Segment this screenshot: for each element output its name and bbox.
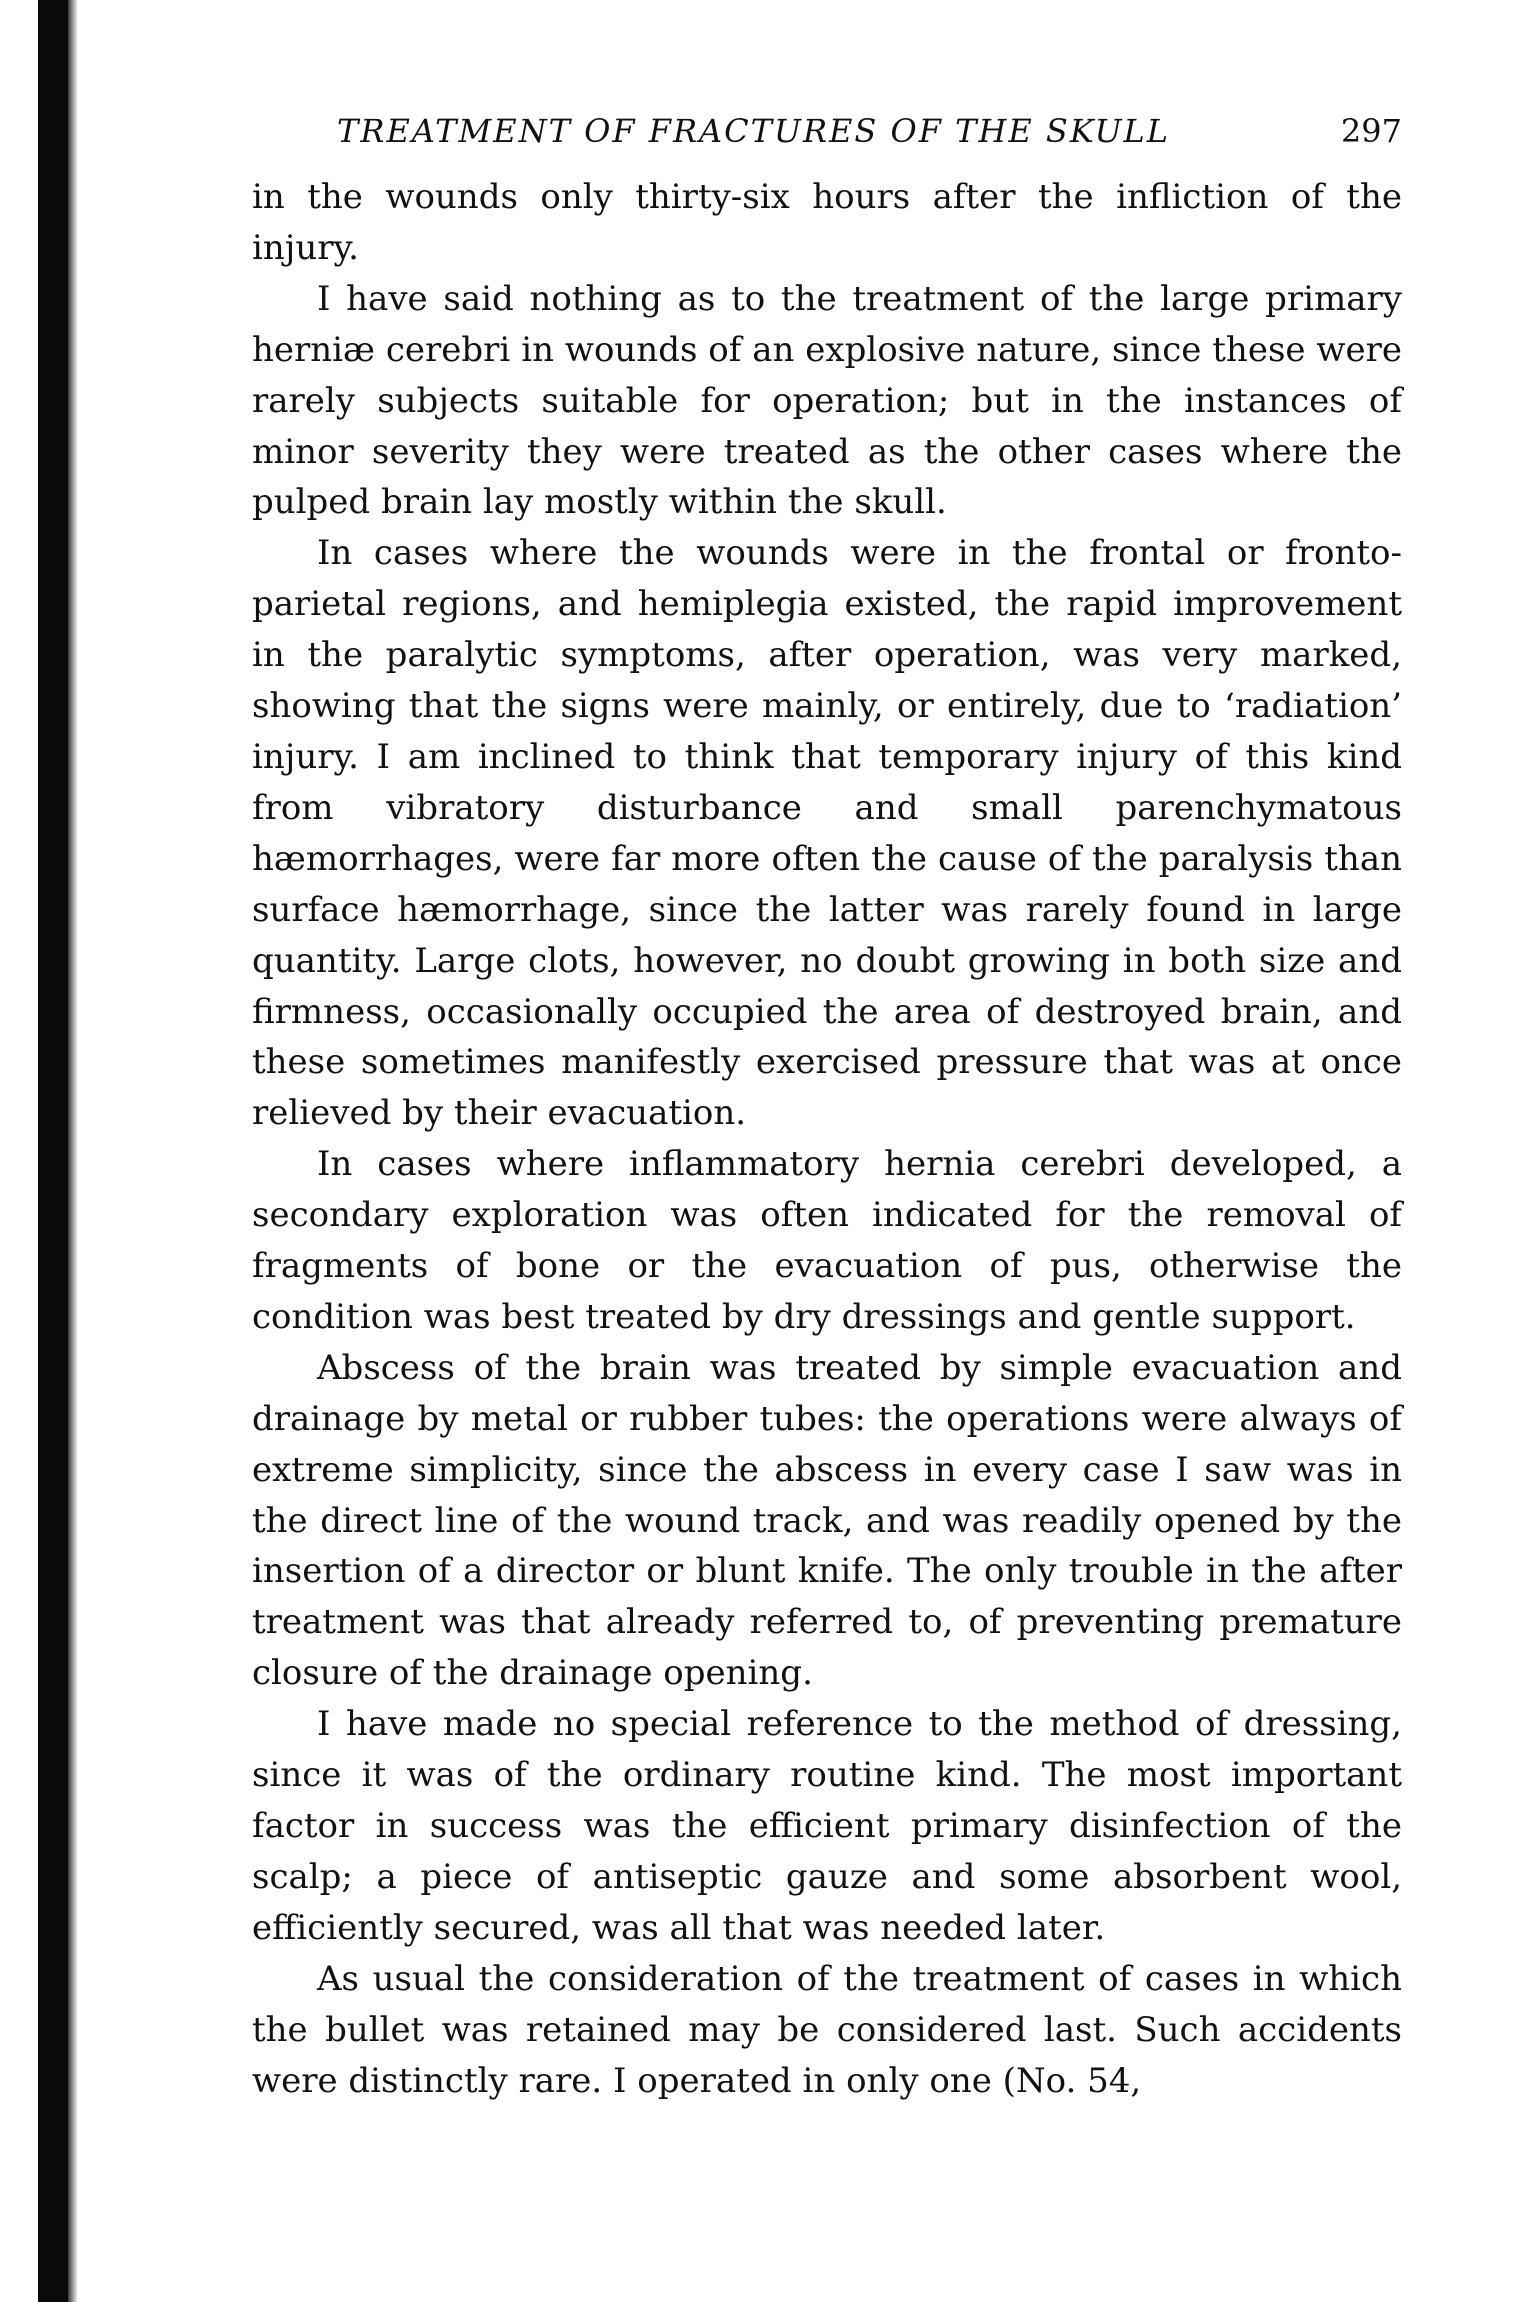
paragraph-1: in the wounds only thirty-six hours after the infliction of the injury. — [252, 177, 1402, 268]
paragraph-7: As usual the consideration of the treatment of cases in which the bullet was retained may be considered last. Such accidents were distinctly rare. I operated in only one (No. 54, — [252, 1958, 1402, 2101]
body-text — [252, 172, 1402, 2106]
running-head-title: TREATMENT OF FRACTURES OF THE SKULL — [337, 112, 1171, 150]
book-page — [252, 112, 1402, 2106]
paragraph-6: I have made no special reference to the method of dressing, since it was of the ordinary routine kind. The most important factor in success was the efficient primary disinfection of the scalp; a piece of antiseptic gauze and some absorbent wool, efficiently secured, was all that was needed later. — [252, 1704, 1402, 1948]
page-number: 297 — [1340, 112, 1402, 150]
running-head — [252, 112, 1402, 164]
scan-binding-shadow — [38, 0, 68, 2302]
paragraph-2: I have said nothing as to the treatment of the large primary herniæ cerebri in wounds of an explosive nature, since these were rarely subjects suitable for operation; but in the instances of minor severity they were treated as the other cases where the pulped brain lay mostly within the skull. — [252, 278, 1402, 523]
scan-binding-fringe — [68, 0, 78, 2302]
paragraph-4: In cases where inflammatory hernia cerebri developed, a secondary exploration was often indicated for the removal of fragments of bone or the evacuation of pus, otherwise the condition was best treated by dry dressings and gentle support. — [252, 1144, 1402, 1337]
paragraph-3: In cases where the wounds were in the frontal or fronto-parietal regions, and hemiplegia existed, the rapid improvement in the paralytic symptoms, after operation, was very marked, showing that the signs were mainly, or entirely, due to ‘radiation’ injury. I am inclined to think that temporary injury of this kind from vibratory disturbance and small parenchymatous hæmorrhages, were far more often the cause of the paralysis than surface hæmorrhage, since the latter was rarely found in large quantity. Large clots, however, no doubt growing in both size and firmness, occasionally occupied the area of destroyed brain, and these sometimes manifestly exercised pressure that was at once relieved by their evacuation. — [252, 533, 1402, 1134]
paragraph-5: Abscess of the brain was treated by simple evacuation and drainage by metal or rubber tubes: the operations were always of extreme simplicity, since the abscess in every case I saw was in the direct line of the wound track, and was readily opened by the insertion of a director or blunt knife. The only trouble in the after treatment was that already referred to, of preventing premature closure of the drainage opening. — [252, 1347, 1402, 1694]
